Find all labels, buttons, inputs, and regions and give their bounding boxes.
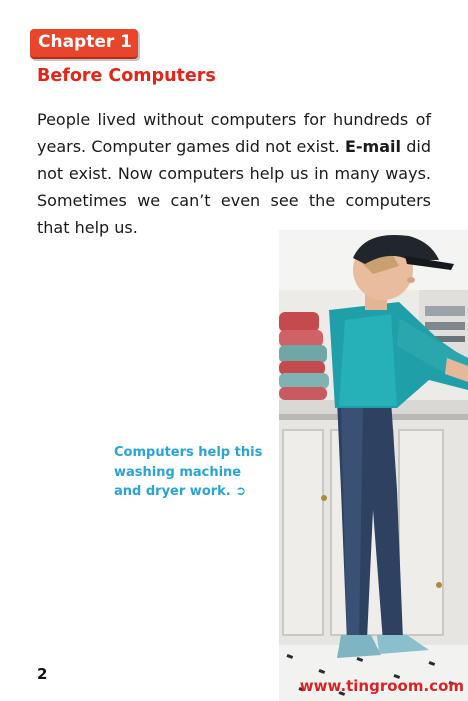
body-paragraph [37, 106, 431, 241]
chapter-label: Chapter 1 [38, 32, 133, 52]
page-number: 2 [37, 665, 48, 683]
chapter-tab [30, 29, 138, 59]
body-text-part1: People lived without computers for hundreds of years. Computer games did not exist. [37, 110, 431, 156]
body-text-part2: did not exist. Now computers help us in many ways. Sometimes we can’t even see the computers that help us. [37, 137, 431, 237]
laundry-photo [279, 230, 468, 701]
photo-caption [114, 443, 264, 502]
body-bold-term: E-mail [344, 137, 401, 156]
section-title: Before Computers [37, 66, 216, 86]
caption-text: Computers help this washing machine and dryer work. [114, 445, 263, 499]
arrow-right-icon: ➲ [235, 484, 247, 499]
watermark: www.tingroom.com [299, 677, 464, 695]
